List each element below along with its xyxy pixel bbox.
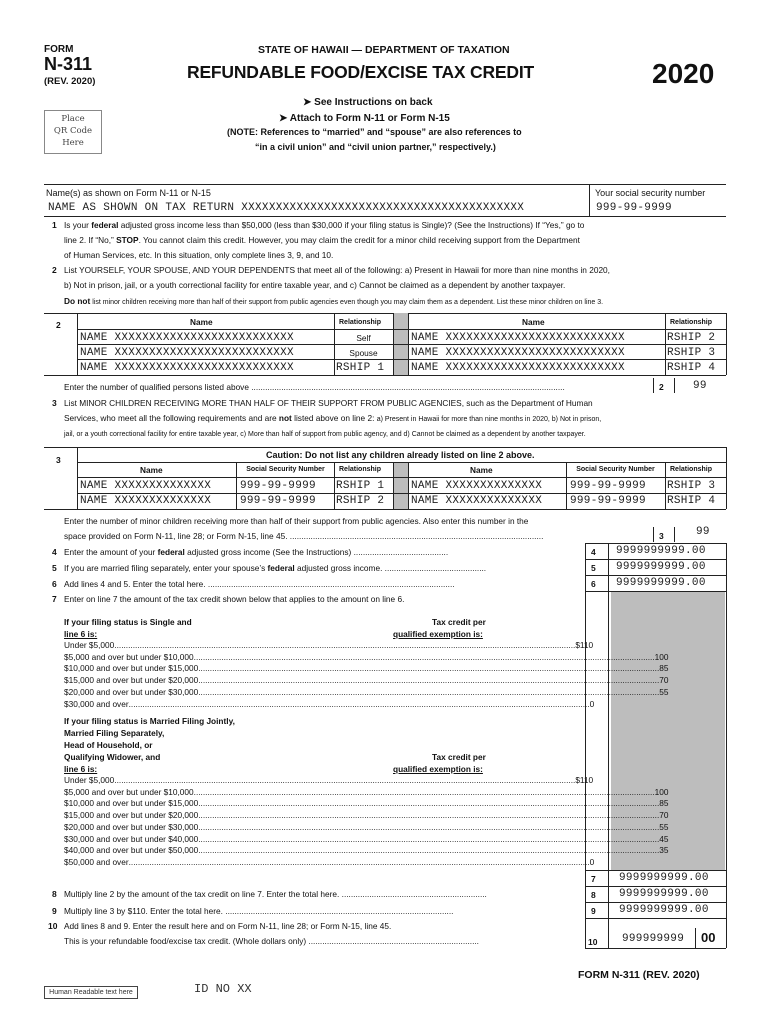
federal-agi-field[interactable]: 9999999999.00 xyxy=(616,545,706,557)
married-rate-label: $40,000 and over but under $50,000 xyxy=(64,845,199,856)
single-rate-amount: 85 xyxy=(659,663,669,674)
human-readable-text: Human Readable text here xyxy=(49,989,133,996)
line-9-number: 9 xyxy=(52,906,57,916)
single-rate-amount: 100 xyxy=(654,651,669,662)
child-relationship-field[interactable]: RSHIP 3 xyxy=(667,480,716,492)
married-rate-amount: 55 xyxy=(659,821,669,832)
married-rate-row xyxy=(64,798,669,809)
line-2-table-number: 2 xyxy=(56,320,61,330)
married-rate-leader: ........................................................................................................................................................................................................ xyxy=(193,786,655,797)
line-3-table-number: 3 xyxy=(56,455,61,465)
single-rate-amount: 70 xyxy=(659,675,669,686)
line-5-box-number: 5 xyxy=(591,563,596,573)
line-3-enter-text: space provided on Form N-11, line 28; or Form N-15, line 45. .............................................................................................................. xyxy=(64,531,544,541)
single-credit-heading: Tax credit per xyxy=(432,617,486,627)
single-rate-leader: ........................................................................................................................................................................................................ xyxy=(114,640,576,650)
col-name: Name xyxy=(470,465,493,475)
footer-form-ref: FORM N-311 (REV. 2020) xyxy=(578,969,700,981)
single-table-heading: If your filing status is Single and xyxy=(64,617,192,627)
married-rate-label: $5,000 and over but under $10,000 xyxy=(64,786,194,797)
dependent-name-field[interactable]: NAME XXXXXXXXXXXXXXXXXXXXXXXXXX xyxy=(411,362,625,374)
name-label: Name(s) as shown on Form N-11 or N-15 xyxy=(46,188,211,198)
dependent-relationship-field[interactable]: RSHIP 2 xyxy=(667,332,716,344)
qualified-persons-count[interactable]: 99 xyxy=(693,380,707,392)
single-rate-leader: ........................................................................................................................................................................................................ xyxy=(193,651,655,662)
col-ssn: Social Security Number xyxy=(246,466,325,473)
line-7-box-number: 7 xyxy=(591,874,596,884)
line-8-box-number: 8 xyxy=(591,890,596,900)
single-rate-amount: 55 xyxy=(659,686,669,697)
line-3-box-number: 3 xyxy=(659,531,664,541)
married-table-heading: If your filing status is Married Filing Jointly, xyxy=(64,716,235,726)
child-name-field[interactable]: NAME XXXXXXXXXXXXXX xyxy=(411,495,543,507)
married-rate-leader: ........................................................................................................................................................................................................ xyxy=(198,821,660,832)
child-ssn-field[interactable]: 999-99-9999 xyxy=(570,495,646,507)
dependent-name-field[interactable]: NAME XXXXXXXXXXXXXXXXXXXXXXXXXX xyxy=(411,332,625,344)
child-ssn-field[interactable]: 999-99-9999 xyxy=(570,480,646,492)
single-rate-row xyxy=(64,651,669,662)
col-relationship: Relationship xyxy=(339,319,382,326)
married-table-heading: line 6 is: xyxy=(64,764,98,774)
line-10-number: 10 xyxy=(48,921,58,931)
married-rate-amount: 35 xyxy=(659,845,669,856)
line-3-text: List MINOR CHILDREN RECEIVING MORE THAN HALF OF THEIR SUPPORT FROM PUBLIC AGENCIES, such as the Department of Human xyxy=(64,398,593,408)
line-1-text: Is your federal adjusted gross income less than $50,000 (less than $30,000 if your filing status is Single)? (See the Instructions) If “Yes,” go to xyxy=(64,220,585,230)
single-rate-row xyxy=(64,663,669,674)
single-rate-label: $10,000 and over but under $15,000 xyxy=(64,663,199,674)
tax-year: 2020 xyxy=(652,58,715,89)
line-3-text: Services, who meet all the following requirements and are not listed above on line 2: a) Present in Hawaii for more than nine months in 2020, b) Not in prison, xyxy=(64,413,602,423)
dependent-name-field[interactable]: NAME XXXXXXXXXXXXXXXXXXXXXXXXXX xyxy=(411,347,625,359)
qr-text-line: Place xyxy=(61,114,85,124)
line-2-enter-text: Enter the number of qualified persons listed above ........................................................................................................................................ xyxy=(64,382,565,392)
married-rate-row xyxy=(64,786,669,797)
human-readable-box xyxy=(44,986,138,999)
line-8-number: 8 xyxy=(52,889,57,899)
married-rate-label: $15,000 and over but under $20,000 xyxy=(64,810,199,821)
see-instructions: ➤ See Instructions on back xyxy=(303,97,433,108)
single-rate-row xyxy=(64,686,669,697)
married-rate-amount: 100 xyxy=(654,786,669,797)
married-rate-amount: 85 xyxy=(659,798,669,809)
line-4-number: 4 xyxy=(52,547,57,557)
dependent-relationship-field[interactable]: RSHIP 4 xyxy=(667,362,716,374)
line-10-text: This is your refundable food/excise tax credit. (Whole dollars only) .......................................................................... xyxy=(64,936,479,946)
married-rate-amount: $110 xyxy=(575,775,594,785)
single-credit-heading: qualified exemption is: xyxy=(393,629,483,639)
col-name: Name xyxy=(140,465,163,475)
col-relationship: Relationship xyxy=(670,319,713,326)
single-rate-leader: ........................................................................................................................................................................................................ xyxy=(128,698,590,709)
dependent-relationship-field[interactable]: Self xyxy=(356,333,371,343)
married-rate-label: $10,000 and over but under $15,000 xyxy=(64,798,199,809)
married-rate-row xyxy=(64,833,669,844)
line-10-text: Add lines 8 and 9. Enter the result here and on Form N-11, line 28; or Form N-15, line 45. xyxy=(64,921,392,931)
col-name: Name xyxy=(190,317,213,327)
dependent-name-field[interactable]: NAME XXXXXXXXXXXXXXXXXXXXXXXXXX xyxy=(80,332,294,344)
married-rate-row xyxy=(64,775,594,785)
married-rate-row xyxy=(64,810,669,821)
married-rate-label: $50,000 and over xyxy=(64,856,129,867)
single-rate-label: $5,000 and over but under $10,000 xyxy=(64,651,194,662)
married-rate-leader: ........................................................................................................................................................................................................ xyxy=(114,775,576,785)
single-table-heading: line 6 is: xyxy=(64,629,98,639)
col-relationship: Relationship xyxy=(339,466,382,473)
line-1-text: of Human Services, etc. In this situation, only complete lines 3, 9, and 10. xyxy=(64,250,334,260)
child-ssn-field[interactable]: 999-99-9999 xyxy=(240,495,316,507)
married-rate-label: $30,000 and over but under $40,000 xyxy=(64,833,199,844)
married-rate-amount: 45 xyxy=(659,833,669,844)
married-rate-amount: 70 xyxy=(659,810,669,821)
married-rate-label: Under $5,000 xyxy=(64,775,115,785)
married-rate-leader: ........................................................................................................................................................................................................ xyxy=(198,833,660,844)
refundable-credit-field[interactable]: 999999999 xyxy=(622,933,685,945)
single-rate-leader: ........................................................................................................................................................................................................ xyxy=(198,663,660,674)
child-relationship-field[interactable]: RSHIP 4 xyxy=(667,495,716,507)
id-number: ID NO XX xyxy=(194,982,252,996)
line-9-box-number: 9 xyxy=(591,906,596,916)
line-7-text: Enter on line 7 the amount of the tax credit shown below that applies to the amount on line 6. xyxy=(64,594,405,604)
married-rate-amount: 0 xyxy=(589,856,595,867)
refundable-credit-cents: 00 xyxy=(701,930,716,945)
col-relationship: Relationship xyxy=(670,466,713,473)
single-rate-leader: ........................................................................................................................................................................................................ xyxy=(198,675,660,686)
single-rate-row xyxy=(64,675,669,686)
line-4-box-number: 4 xyxy=(591,547,596,557)
line-6-box-number: 6 xyxy=(591,579,596,589)
line-8-amount-field[interactable]: 9999999999.00 xyxy=(619,888,709,900)
child-relationship-field[interactable]: RSHIP 2 xyxy=(336,495,385,507)
married-credit-heading: Tax credit per xyxy=(432,752,486,762)
married-rate-row xyxy=(64,821,669,832)
child-name-field[interactable]: NAME XXXXXXXXXXXXXX xyxy=(80,480,212,492)
taxpayer-name-field[interactable]: NAME AS SHOWN ON TAX RETURN XXXXXXXXXXXXXXXXXXXXXXXXXXXXXXXXXXXXXXXXX xyxy=(48,202,525,214)
qr-text-line: QR Code xyxy=(53,126,93,136)
married-rate-row xyxy=(64,845,669,856)
child-ssn-field[interactable]: 999-99-9999 xyxy=(240,480,316,492)
line-2-text: Do not list minor children receiving more than half of their support from public agencies even though you may claim them as a dependent. List these minor children on line 3. xyxy=(64,296,604,306)
single-rate-row xyxy=(64,640,594,650)
form-title: REFUNDABLE FOOD/EXCISE TAX CREDIT xyxy=(187,62,534,82)
line-3-enter-text: Enter the number of minor children receiving more than half of their support from public agencies. Also enter this number in the xyxy=(64,516,529,526)
line-2-text: List YOURSELF, YOUR SPOUSE, AND YOUR DEPENDENTS that meet all of the following: a) Present in Hawaii for more than nine months in 2020, xyxy=(64,265,610,275)
spouse-agi-field[interactable]: 9999999999.00 xyxy=(616,561,706,573)
single-rate-leader: ........................................................................................................................................................................................................ xyxy=(198,686,660,697)
line-2-text: b) Not in prison, jail, or a youth correctional facility for entire taxable year, and c) Cannot be claimed as a dependent by another taxpayer. xyxy=(64,280,566,290)
married-table-heading: Qualifying Widower, and xyxy=(64,752,161,762)
dependent-name-field[interactable]: NAME XXXXXXXXXXXXXXXXXXXXXXXXXX xyxy=(80,347,294,359)
note-line-1: (NOTE: References to “married” and “spouse” are also references to xyxy=(227,127,522,137)
taxpayer-ssn-field[interactable]: 999-99-9999 xyxy=(596,202,672,214)
single-rate-row xyxy=(64,698,595,709)
married-rate-label: $20,000 and over but under $30,000 xyxy=(64,821,199,832)
col-name: Name xyxy=(522,317,545,327)
line-6-text: Add lines 4 and 5. Enter the total here. ........................................................................................................... xyxy=(64,579,455,589)
married-rate-leader: ........................................................................................................................................................................................................ xyxy=(198,845,660,856)
note-line-2: “in a civil union” and “civil union partner,” respectively.) xyxy=(255,142,496,152)
caution-text: Caution: Do not list any children already listed on line 2 above. xyxy=(266,450,535,460)
married-rate-row xyxy=(64,856,595,867)
line-5-text: If you are married filing separately, enter your spouse’s federal adjusted gross income. ............................................ xyxy=(64,563,487,573)
dependent-relationship-field[interactable]: RSHIP 3 xyxy=(667,347,716,359)
single-rate-amount: 0 xyxy=(589,698,595,709)
married-rate-leader: ........................................................................................................................................................................................................ xyxy=(128,856,590,867)
attach-instruction: ➤ Attach to Form N-11 or Form N-15 xyxy=(279,113,450,124)
married-credit-heading: qualified exemption is: xyxy=(393,764,483,774)
dependent-relationship-field[interactable]: RSHIP 1 xyxy=(336,362,385,374)
col-ssn: Social Security Number xyxy=(576,466,655,473)
line-3-text: jail, or a youth correctional facility for entire taxable year, c) More than half of support from public agency, and d) Cannot be claimed as a dependent by another taxpayer. xyxy=(64,431,586,438)
single-rate-label: $15,000 and over but under $20,000 xyxy=(64,675,199,686)
dependent-relationship-field[interactable]: Spouse xyxy=(349,348,378,358)
line-8-text: Multiply line 2 by the amount of the tax credit on line 7. Enter the total here. ............................................................... xyxy=(64,889,487,899)
ssn-label: Your social security number xyxy=(595,188,706,198)
form-number: N-311 xyxy=(44,54,93,74)
line-1-text: line 2. If “No,” STOP. You cannot claim this credit. However, you may claim the credit for a minor child receiving support from the Department xyxy=(64,235,580,245)
single-rate-label: $20,000 and over but under $30,000 xyxy=(64,686,199,697)
line-1-number: 1 xyxy=(52,220,57,230)
line-9-amount-field[interactable]: 9999999999.00 xyxy=(619,904,709,916)
married-rate-leader: ........................................................................................................................................................................................................ xyxy=(198,798,660,809)
married-table-heading: Head of Household, or xyxy=(64,740,153,750)
total-agi-field[interactable]: 9999999999.00 xyxy=(616,577,706,589)
child-name-field[interactable]: NAME XXXXXXXXXXXXXX xyxy=(80,495,212,507)
dependent-name-field[interactable]: NAME XXXXXXXXXXXXXXXXXXXXXXXXXX xyxy=(80,362,294,374)
line-2-number: 2 xyxy=(52,265,57,275)
line-10-box-number: 10 xyxy=(588,937,598,947)
line-6-number: 6 xyxy=(52,579,57,589)
qr-text-line: Here xyxy=(62,138,84,148)
married-rate-leader: ........................................................................................................................................................................................................ xyxy=(198,810,660,821)
single-rate-label: Under $5,000 xyxy=(64,640,115,650)
qr-code-placeholder xyxy=(44,110,102,154)
single-rate-label: $30,000 and over xyxy=(64,698,129,709)
married-table-heading: Married Filing Separately, xyxy=(64,728,165,738)
line-5-number: 5 xyxy=(52,563,57,573)
line-3-number: 3 xyxy=(52,398,57,408)
line-7-number: 7 xyxy=(52,594,57,604)
single-rate-amount: $110 xyxy=(575,640,594,650)
form-revision: (REV. 2020) xyxy=(44,76,96,87)
child-relationship-field[interactable]: RSHIP 1 xyxy=(336,480,385,492)
agency-name: STATE OF HAWAII — DEPARTMENT OF TAXATION xyxy=(258,44,510,56)
minor-children-count[interactable]: 99 xyxy=(696,526,710,538)
line-9-text: Multiply line 3 by $110. Enter the total here. ................................................................................................... xyxy=(64,906,454,916)
tax-credit-per-exemption-field[interactable]: 9999999999.00 xyxy=(619,872,709,884)
line-4-text: Enter the amount of your federal adjusted gross income (See the Instructions) ......................................... xyxy=(64,547,449,557)
line-2-box-number: 2 xyxy=(659,382,664,392)
child-name-field[interactable]: NAME XXXXXXXXXXXXXX xyxy=(411,480,543,492)
form-label: FORM xyxy=(44,44,74,55)
